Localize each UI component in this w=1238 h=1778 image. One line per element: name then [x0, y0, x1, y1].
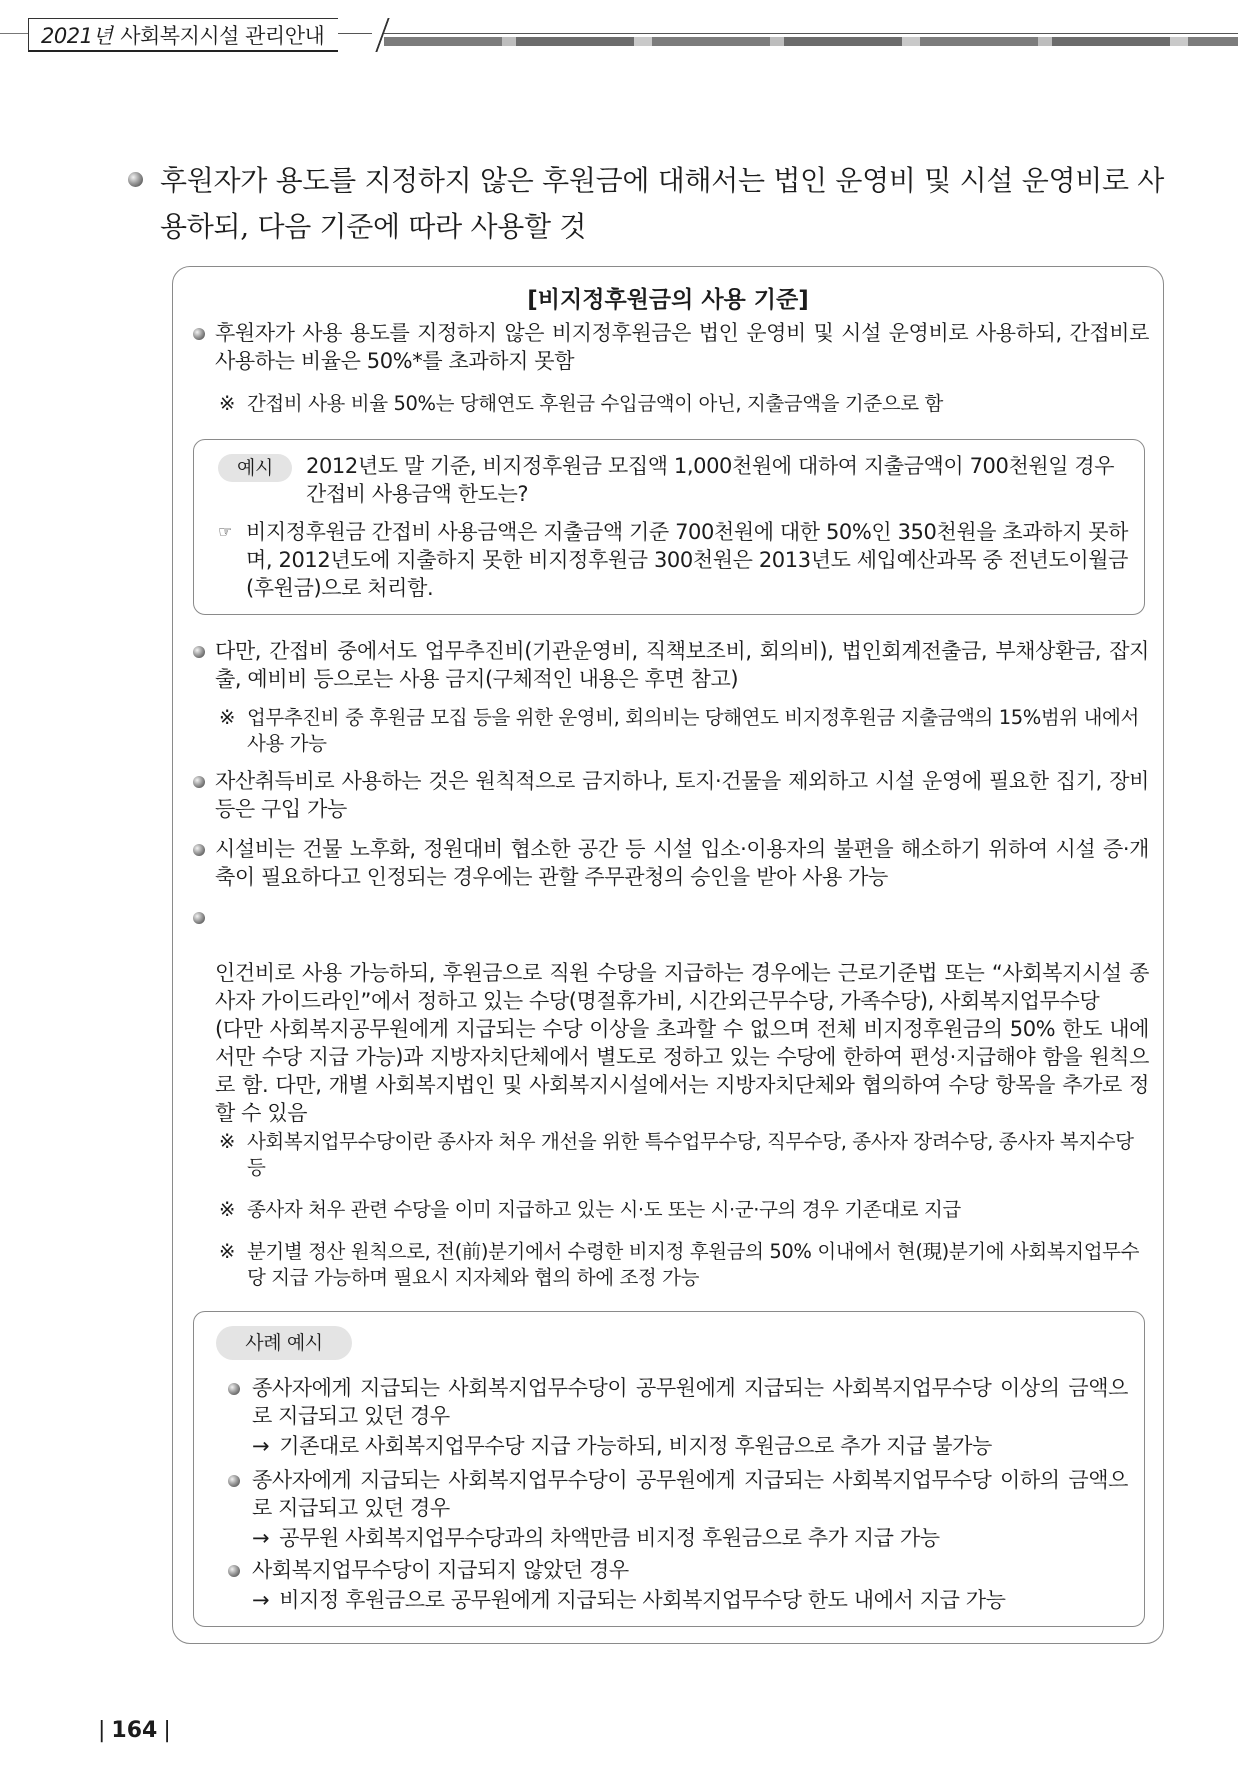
criteria-note [219, 391, 1149, 417]
intro-text: 후원자가 용도를 지정하지 않은 후원금에 대해서는 법인 운영비 및 시설 운영비로 사용하되, 다음 기준에 따라 사용할 것 [160, 164, 1165, 243]
note-text: 분기별 정산 원칙으로, 전(前)분기에서 수령한 비지정 후원금의 50% 이내에서 현(現)분기에 사회복지업무수당 지급 가능하며 필요시 지자체와 협의 하에 조정 가능 [247, 1240, 1139, 1289]
note-text: 종사자 처우 관련 수당을 이미 지급하고 있는 시·도 또는 시·군·구의 경우 기존대로 지급 [247, 1198, 961, 1221]
note-mark: ※ [219, 392, 235, 415]
header-tab-slant [372, 18, 392, 52]
example-answer-text: 비지정후원금 간접비 사용금액은 지출금액 기준 700천원에 대한 50%인 350천원을 초과하지 못하며, 2012년도에 지출하지 못한 비지정후원금 300천원은 2013년도 세입예산과목 중 전년도이월금(후원금)으로 처리함. [246, 520, 1129, 600]
bullet-icon [193, 844, 205, 856]
example-question: 2012년도 말 기준, 비지정후원금 모집액 1,000천원에 대하여 지출금액이 700천원일 경우 간접비 사용금액 한도는? [306, 454, 1115, 506]
criteria-note [219, 705, 1149, 757]
case-result-text: 공무원 사회복지업무수당과의 차액만큼 비지정 후원금으로 추가 지급 가능 [279, 1526, 940, 1550]
header-title: 사회복지시설 관리안내 [120, 23, 325, 48]
criteria-text: 다만, 간접비 중에서도 업무추진비(기관운영비, 직책보조비, 회의비), 법인회계전출금, 부채상환금, 잡지출, 예비비 등으로는 사용 금지(구체적인 내용은 후면 참고) [215, 639, 1149, 691]
case-text: 종사자에게 지급되는 사회복지업무수당이 공무원에게 지급되는 사회복지업무수당 이하의 금액으로 지급되고 있던 경우 [252, 1468, 1128, 1520]
bullet-icon [228, 1383, 240, 1395]
case-item [228, 1374, 1128, 1430]
header-decorative-bar [384, 37, 1238, 46]
criteria-item [193, 903, 1149, 1155]
example-label: 예시 [218, 454, 292, 482]
arrow-icon: → [252, 1588, 270, 1612]
note-text: 간접비 사용 비율 50%는 당해연도 후원금 수입금액이 아닌, 지출금액을 기준으로 함 [247, 392, 943, 415]
case-result [252, 1586, 1132, 1614]
bullet-icon [193, 776, 205, 788]
bullet-icon [193, 912, 205, 924]
note-text: 업무추진비 중 후원금 모집 등을 위한 운영비, 회의비는 당해연도 비지정후원금 지출금액의 15%범위 내에서 사용 가능 [247, 706, 1139, 755]
criteria-text: 인건비로 사용 가능하되, 후원금으로 직원 수당을 지급하는 경우에는 근로기준법 또는 “사회복지시설 종사자 가이드라인”에서 정하고 있는 수당(명절휴가비, 시간외근무수당, 가족수당), 사회복지업무수당 (다만 사회복지공무원에게 지급되는 수당 이상을 초과할 수 없으며 전체 비지정후원금의 50% 한도 내에서만 수당 지급 가능)과 지방자치단체에서 별도로 정하고 있는 수당에 한하여 편성·지급해야 함을 원칙으로 함. 다만, 개별 사회복지법인 및 사회복지시설에서는 지방자치단체와 협의하여 수당 항목을 추가로 정할 수 있음 [215, 961, 1149, 1125]
note-mark: ※ [219, 1240, 235, 1263]
bullet-icon [228, 1475, 240, 1487]
case-text: 사회복지업무수당이 지급되지 않았던 경우 [252, 1558, 629, 1582]
criteria-item [193, 767, 1149, 823]
criteria-item [193, 637, 1149, 693]
note-mark: ※ [219, 1198, 235, 1221]
arrow-icon: → [252, 1434, 270, 1458]
page-number-divider: | [98, 1718, 106, 1743]
criteria-item [193, 319, 1149, 375]
header-lead-rule [0, 33, 28, 34]
page-number [92, 1718, 177, 1743]
case-result [252, 1432, 1132, 1460]
case-item [228, 1466, 1128, 1522]
note-mark: ※ [219, 706, 235, 729]
criteria-note [219, 1239, 1149, 1291]
criteria-note [219, 1129, 1149, 1181]
page-number-text: 164 [111, 1718, 158, 1743]
criteria-text: 후원자가 사용 용도를 지정하지 않은 비지정후원금은 법인 운영비 및 시설 운영비로 사용하되, 간접비로 사용하는 비율은 50%*를 초과하지 못함 [215, 321, 1149, 373]
note-mark: ※ [219, 1130, 235, 1153]
case-text: 종사자에게 지급되는 사회복지업무수당이 공무원에게 지급되는 사회복지업무수당 이상의 금액으로 지급되고 있던 경우 [252, 1376, 1128, 1428]
case-result-text: 기존대로 사회복지업무수당 지급 가능하되, 비지정 후원금으로 추가 지급 불가능 [279, 1434, 992, 1458]
arrow-icon: → [252, 1526, 270, 1550]
bullet-icon [193, 328, 205, 340]
criteria-text: 자산취득비로 사용하는 것은 원칙적으로 금지하나, 토지·건물을 제외하고 시설 운영에 필요한 집기, 장비 등은 구입 가능 [215, 769, 1149, 821]
case-example-box [193, 1311, 1145, 1627]
criteria-item [193, 835, 1149, 891]
pointing-hand-icon: ☞ [218, 522, 232, 541]
case-result-text: 비지정 후원금으로 공무원에게 지급되는 사회복지업무수당 한도 내에서 지급 가능 [279, 1588, 1006, 1612]
box-title: [비지정후원금의 사용 기준] [527, 287, 809, 313]
running-header [28, 18, 338, 52]
case-result [252, 1524, 1132, 1552]
criteria-note [219, 1197, 1149, 1223]
intro-paragraph [128, 158, 1178, 250]
case-item [228, 1556, 1128, 1584]
bullet-icon [128, 172, 143, 187]
example-answer [218, 518, 1128, 602]
page-number-divider: | [163, 1718, 171, 1743]
example-box [193, 439, 1145, 615]
bullet-icon [193, 646, 205, 658]
header-year: 2021년 [41, 23, 113, 48]
usage-criteria-box [172, 266, 1164, 1644]
case-label: 사례 예시 [216, 1326, 352, 1360]
note-text: 사회복지업무수당이란 종사자 처우 개선을 위한 특수업무수당, 직무수당, 종사자 장려수당, 종사자 복지수당 등 [247, 1130, 1134, 1179]
criteria-text: 시설비는 건물 노후화, 정원대비 협소한 공간 등 시설 입소·이용자의 불편을 해소하기 위하여 시설 증·개축이 필요하다고 인정되는 경우에는 관할 주무관청의 승인을 받아 사용 가능 [215, 837, 1149, 889]
bullet-icon [228, 1565, 240, 1577]
